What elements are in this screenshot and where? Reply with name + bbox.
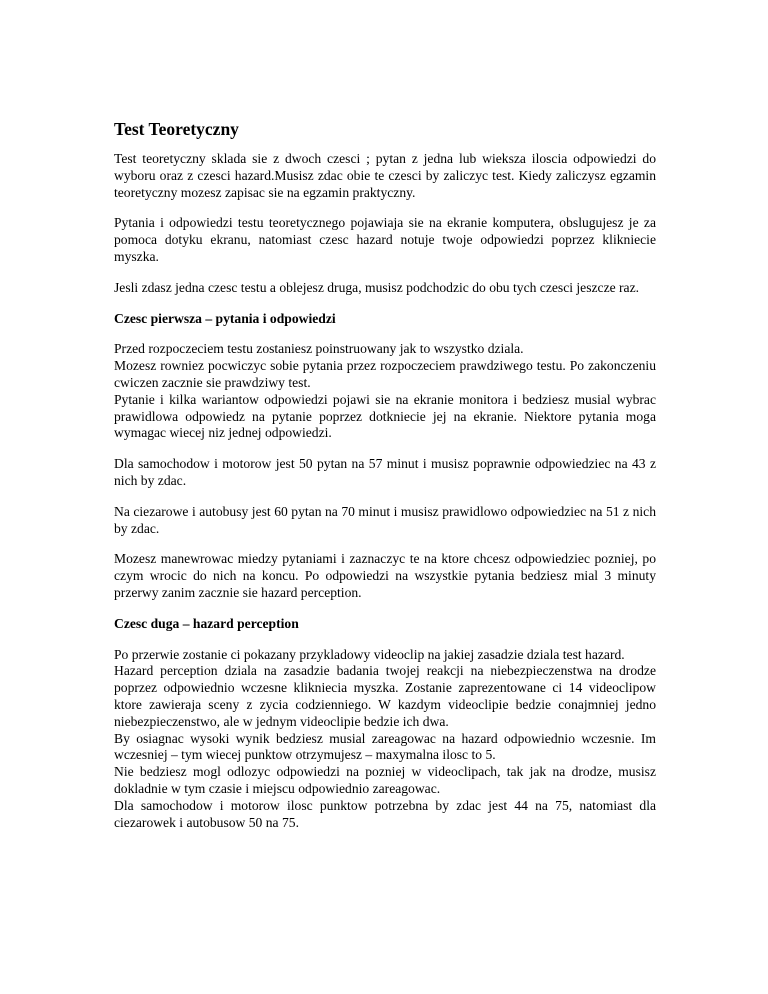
document-title: Test Teoretyczny <box>114 119 239 139</box>
section-1-paragraph-cars: Dla samochodow i motorow jest 50 pytan na 57 minut i musisz poprawnie odpowiedziec na 43 z nich by zdac. <box>114 456 656 488</box>
section-2-heading: Czesc duga – hazard perception <box>114 615 299 631</box>
document-page <box>114 118 656 845</box>
section-1-block <box>114 341 656 442</box>
section-2-block <box>114 647 656 832</box>
intro-paragraph-2: Pytania i odpowiedzi testu teoretycznego pojawiaja sie na ekranie komputera, obslugujesz je za pomoca dotyku ekranu, natomiast czesc hazard notuje twoje odpowiedzi poprzez klikniecie myszka. <box>114 215 656 264</box>
intro-paragraph-3: Jesli zdasz jedna czesc testu a oblejesz druga, musisz podchodzic do obu tych czesci jeszcze raz. <box>114 279 640 295</box>
section-2-line-4: Nie bedziesz mogl odlozyc odpowiedzi na pozniej w videoclipach, tak jak na drodze, musisz dokladnie w tym czasie i miejscu odpowiednio zareagowac. <box>114 764 656 796</box>
section-2-line-5: Dla samochodow i motorow ilosc punktow potrzebna by zdac jest 44 na 75, natomiast dla ciezarowek i autobusow 50 na 75. <box>114 797 656 830</box>
section-1-paragraph-navigation: Mozesz manewrowac miedzy pytaniami i zaznaczyc te na ktore chcesz odpowiedziec pozniej, po czym wrocic do nich na koncu. Po odpowiedzi na wszystkie pytania bedziesz mial 3 minuty przerwy zanim zacznie sie hazard perception. <box>114 551 656 600</box>
section-1-line-1: Przed rozpoczeciem testu zostaniesz poinstruowany jak to wszystko dziala. <box>114 341 524 357</box>
section-1-paragraph-trucks: Na ciezarowe i autobusy jest 60 pytan na 70 minut i musisz prawidlowo odpowiedziec na 51 z nich by zdac. <box>114 503 656 536</box>
intro-paragraph-1: Test teoretyczny sklada sie z dwoch czesci ; pytan z jedna lub wieksza iloscia odpowiedzi do wyboru oraz z czesci hazard.Musisz zdac obie te czesci by zaliczyc test. Kiedy zaliczysz egzamin teoretyczny mozesz zapisac sie na egzamin praktyczny. <box>114 151 656 200</box>
section-1-line-2: Mozesz rowniez pocwiczyc sobie pytania przez rozpoczeciem prawdziwego testu. Po zakonczeniu cwiczen zacznie sie prawdziwy test. <box>114 358 656 390</box>
section-1-line-3: Pytanie i kilka wariantow odpowiedzi pojawi sie na ekranie monitora i bedziesz musial wybrac prawidlowa odpowiedz na pytanie poprzez dotkniecie jej na ekranie. Niektore pytania moga wymagac wiecej niz jednej odpowiedzi. <box>114 391 656 441</box>
section-2-line-1: Po przerwie zostanie ci pokazany przykladowy videoclip na jakiej zasadzie dziala test hazard. <box>114 646 625 662</box>
section-1-heading: Czesc pierwsza – pytania i odpowiedzi <box>114 310 336 326</box>
section-2-line-2: Hazard perception dziala na zasadzie badania twojej reakcji na niebezpieczenstwa na drodze poprzez odpowiednio wczesne klikniecia myszka. Zostanie zaprezentowane ci 14 videoclipow ktore zawieraja sceny z zycia codzienniego. W kazdym videoclipie bedzie conajmniej jedno niebezpieczenstwo, ale w jednym videoclipie bedzie ich dwa. <box>114 663 656 729</box>
section-2-line-3: By osiagnac wysoki wynik bedziesz musial zareagowac na hazard odpowiednio wczesnie. Im wczesniej – tym wiecej punktow otrzymujesz – maxymalna ilosc to 5. <box>114 730 656 763</box>
